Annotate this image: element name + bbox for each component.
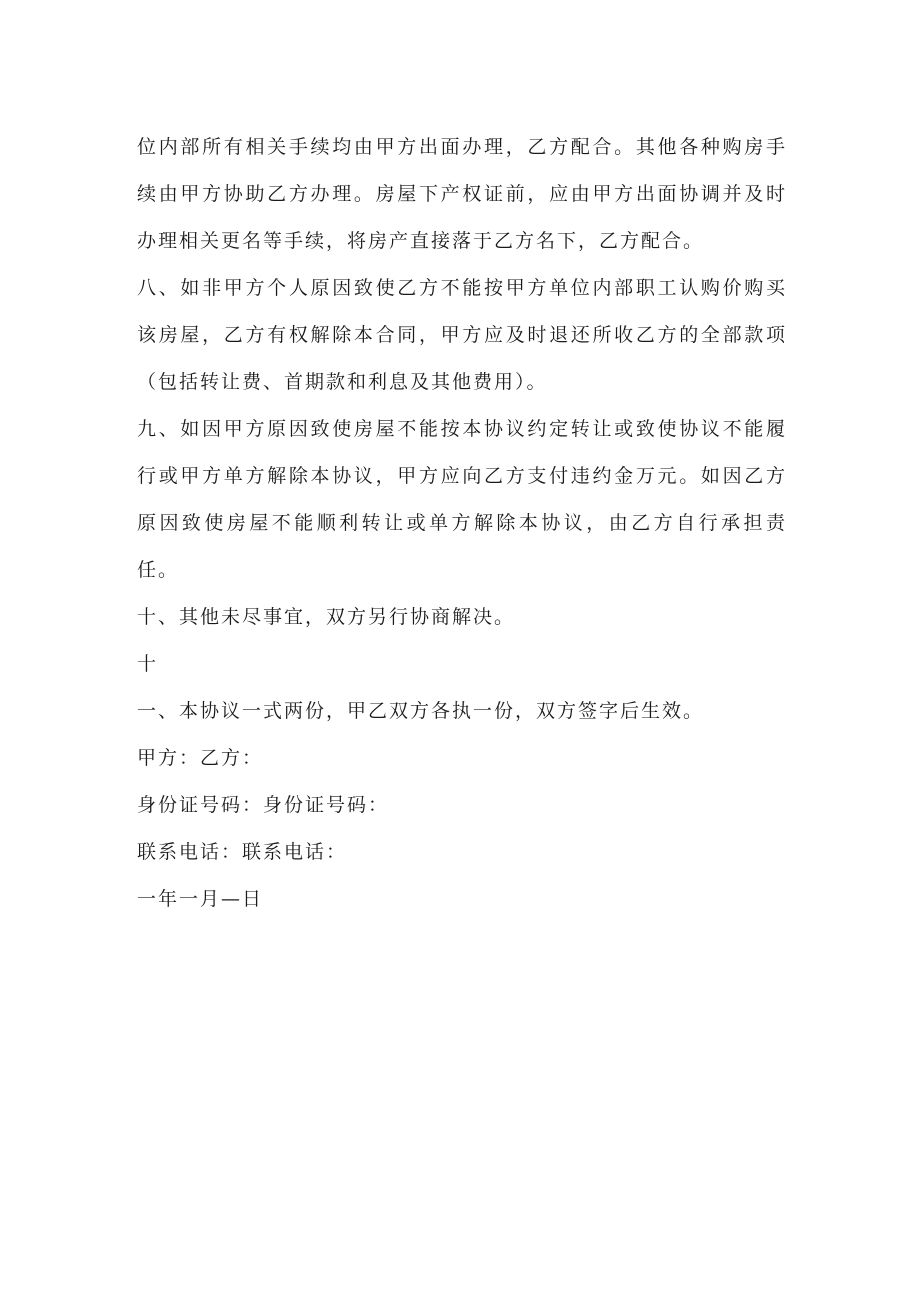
signature-phone-line: 联系电话：联系电话： (137, 841, 348, 863)
paragraph-clause-11-body: 一、本协议一式两份，甲乙双方各执一份，双方签字后生效。 (137, 700, 705, 722)
paragraph-continuation: 位内部所有相关手续均由甲方出面办理，乙方配合。其他各种购房手续由甲方协助乙方办理。房屋下产权证前，应由甲方出面协调并及时办理相关更名等手续，将房产直接落于乙方名下，乙方配合。 (137, 136, 787, 252)
paragraph-clause-8: 八、如非甲方个人原因致使乙方不能按甲方单位内部职工认购价购买该房屋，乙方有权解除本合同，甲方应及时退还所收乙方的全部款项（包括转让费、首期款和利息及其他费用）。 (137, 277, 787, 393)
paragraph-clause-11-heading: 十 (137, 653, 159, 675)
document-body (137, 124, 787, 923)
signature-party-line: 甲方：乙方： (137, 747, 264, 769)
signature-date-line: 一年一月—日 (137, 888, 264, 910)
paragraph-clause-9: 九、如因甲方原因致使房屋不能按本协议约定转让或致使协议不能履行或甲方单方解除本协议，甲方应向乙方支付违约金万元。如因乙方原因致使房屋不能顺利转让或单方解除本协议，由乙方自行承担责任。 (137, 418, 787, 581)
paragraph-clause-10: 十、其他未尽事宜，双方另行协商解决。 (137, 606, 516, 628)
signature-id-line: 身份证号码：身份证号码： (137, 794, 390, 816)
